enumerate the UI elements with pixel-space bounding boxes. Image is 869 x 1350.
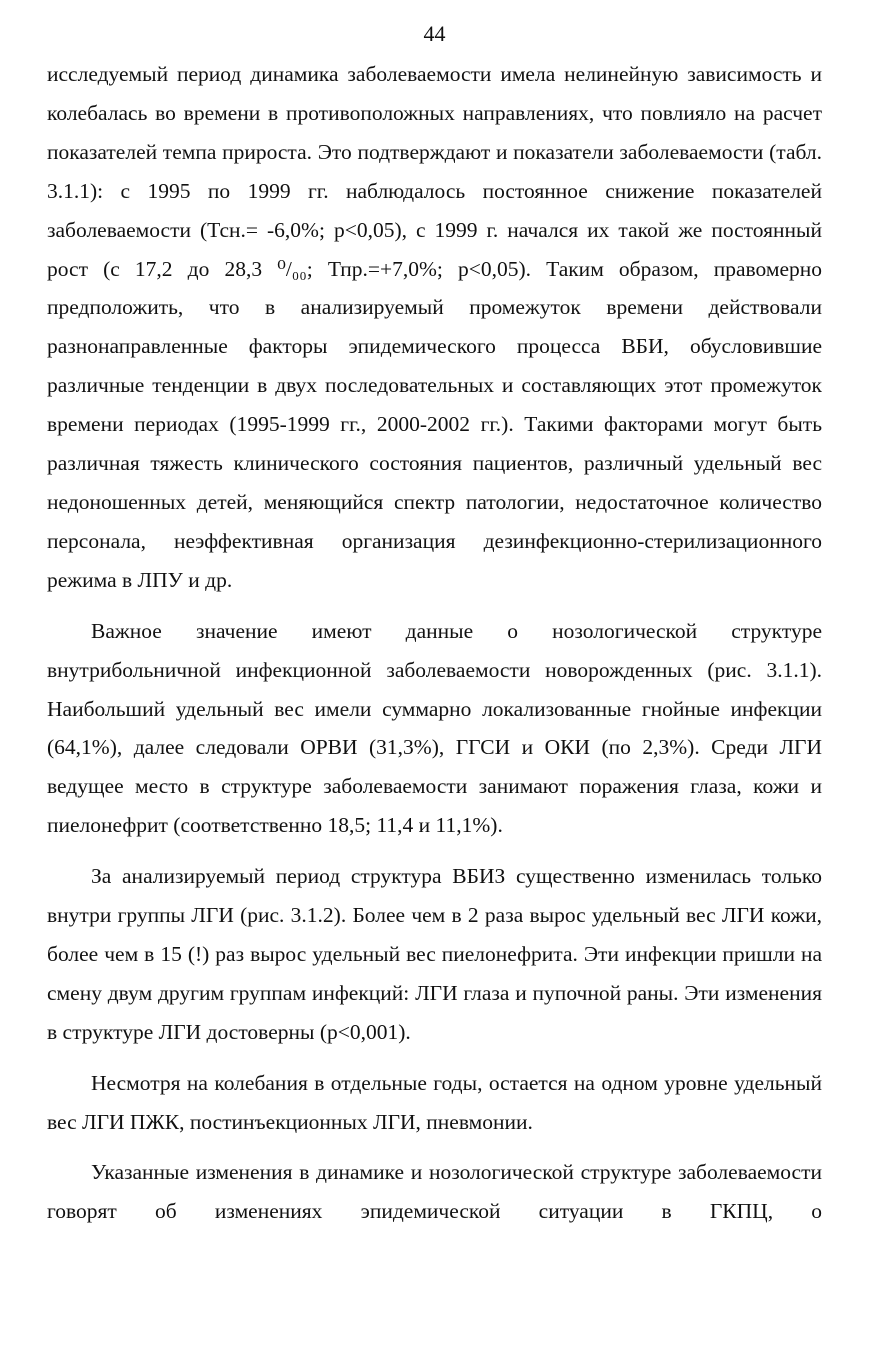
- body-text: [47, 55, 822, 1231]
- paragraph-structure-change: За анализируемый период структура ВБИЗ существенно изменилась только внутри группы ЛГИ (рис. 3.1.2). Более чем в 2 раза вырос удельный вес ЛГИ кожи, более чем в 15 (!) раз вырос удельный вес пиелонефрита. Эти инфекции пришли на смену двум другим группам инфекций: ЛГИ глаза и пупочной раны. Эти изменения в структуре ЛГИ достоверны (p<0,001).: [47, 864, 822, 1044]
- paragraph-nosological-structure: Важное значение имеют данные о нозологической структуре внутрибольничной инфекционной заболеваемости новорожденных (рис. 3.1.1). Наибольший удельный вес имели суммарно локализованные гнойные инфекции (64,1%), далее следовали ОРВИ (31,3%), ГГСИ и ОКИ (по 2,3%). Среди ЛГИ ведущее место в структуре заболеваемости занимают поражения глаза, кожи и пиелонефрит (соответственно 18,5; 11,4 и 11,1%).: [47, 618, 822, 838]
- paragraph-stable-share: Несмотря на колебания в отдельные годы, остается на одном уровне удельный вес ЛГИ ПЖК, постинъекционных ЛГИ, пневмонии.: [47, 1070, 822, 1134]
- page-number: 44: [423, 21, 446, 46]
- paragraph-dynamics: исследуемый период динамика заболеваемости имела нелинейную зависимость и колебалась во времени в противоположных направлениях, что повлияло на расчет показателей темпа прироста. Это подтверждают и показатели заболеваемости (табл. 3.1.1): с 1995 по 1999 гг. наблюдалось постоянное снижение показателей заболеваемости (Тсн.= -6,0%; p<0,05), с 1999 г. начался их такой же постоянный рост (с 17,2 до 28,3 ⁰/₀₀; Тпр.=+7,0%; p<0,05). Таким образом, правомерно предположить, что в анализируемый промежуток времени действовали разнонаправленные факторы эпидемического процесса ВБИ, обусловившие различные тенденции в двух последовательных и составляющих этот промежуток времени периодах (1995-1999 гг., 2000-2002 гг.). Такими факторами могут быть различная тяжесть клинического состояния пациентов, различный удельный вес недоношенных детей, меняющийся спектр патологии, недостаточное количество персонала, неэффективная организация дезинфекционно-стерилизационного режима в ЛПУ и др.: [47, 62, 822, 592]
- paragraph-conclusion: Указанные изменения в динамике и нозологической структуре заболеваемости говорят об изменениях эпидемической ситуации в ГКПЦ, о: [47, 1160, 822, 1224]
